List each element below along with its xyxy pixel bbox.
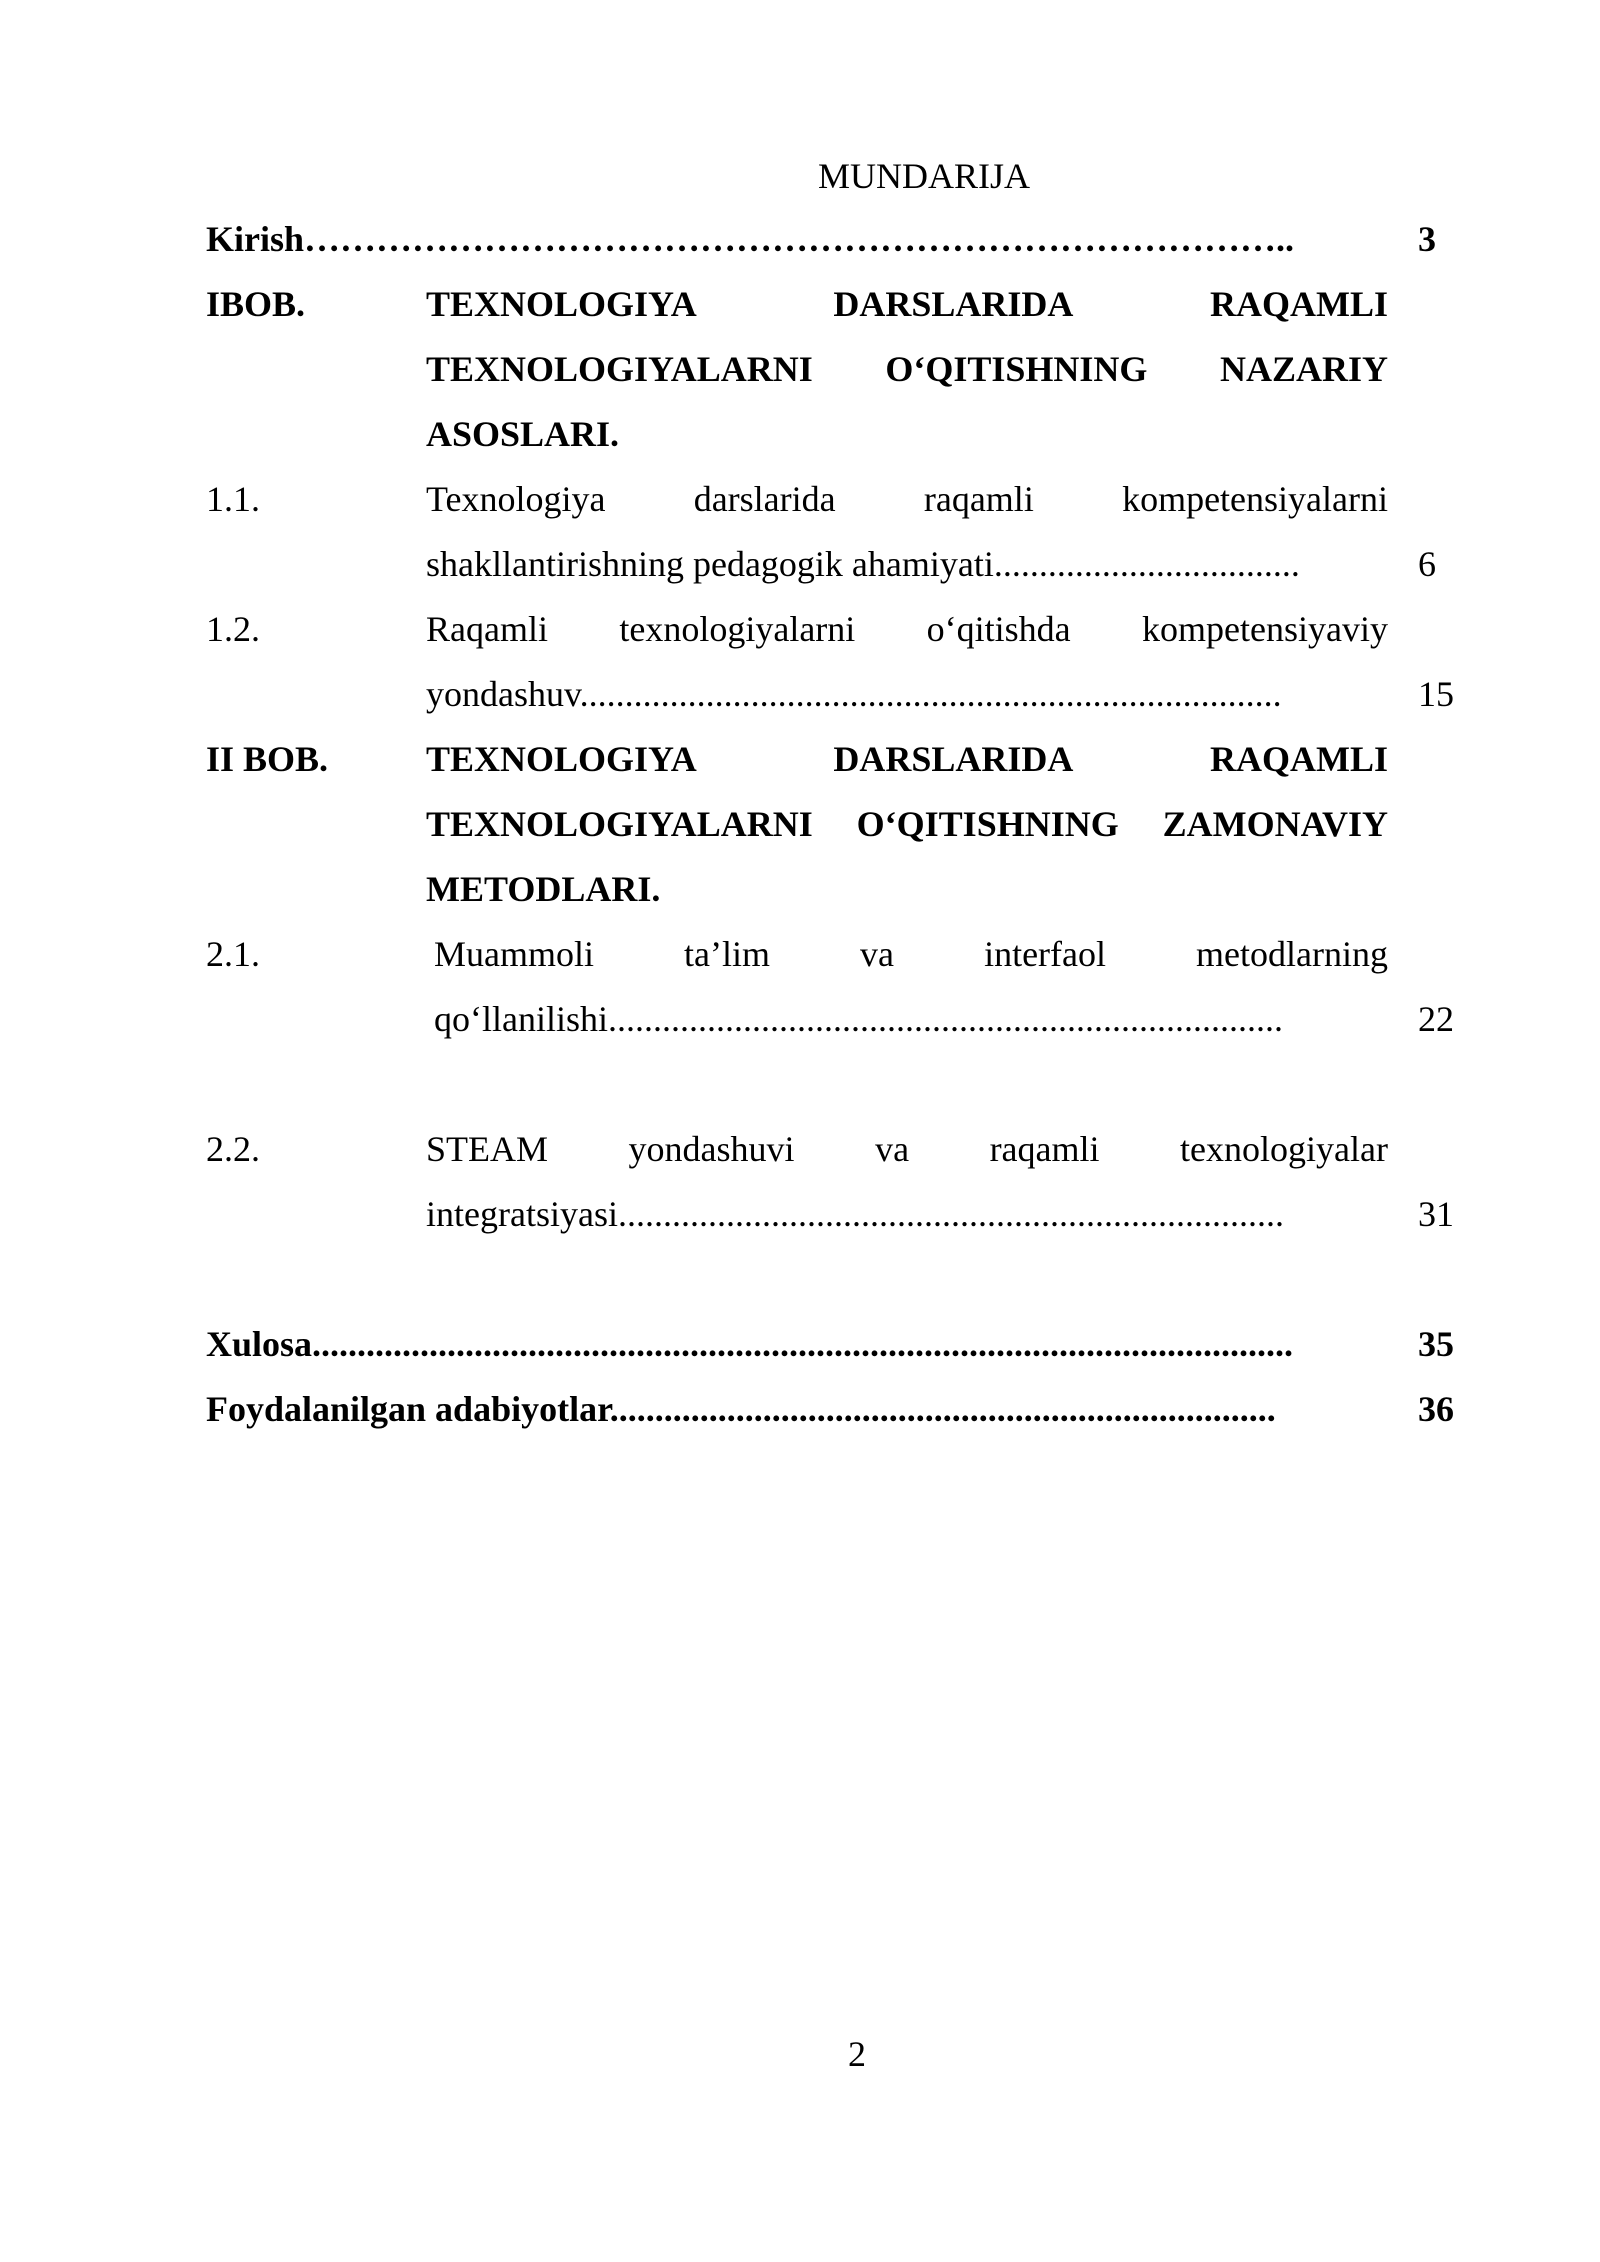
toc-entry-references: Foydalanilgan adabiyotlar.......................................................................... <box>206 1389 1276 1429</box>
toc-chapter-1-title-line-3: ASOSLARI. <box>426 414 620 454</box>
toc-section-2-1-page: 22 <box>1418 999 1454 1039</box>
toc-section-1-1-page: 6 <box>1418 544 1436 584</box>
page-number: 2 <box>848 2034 866 2074</box>
toc-section-2-1-number: 2.1. <box>206 934 260 974</box>
toc-chapter-2-number: II BOB. <box>206 739 329 779</box>
toc-section-2-2-number: 2.2. <box>206 1129 260 1169</box>
toc-section-2-2-title-line-1: STEAM yondashuvi va raqamli texnologiyalar <box>426 1129 1388 1169</box>
toc-chapter-1-number: IBOB. <box>206 284 306 324</box>
toc-chapter-1-title-line-1: TEXNOLOGIYA DARSLARIDA RAQAMLI <box>426 284 1388 324</box>
toc-section-1-2-title-line-1: Raqamli texnologiyalarni o‘qitishda kompetensiyaviy <box>426 609 1388 649</box>
toc-section-1-2-title-line-2: yondashuv.............................................................................. <box>426 674 1282 714</box>
toc-page-references: 36 <box>1418 1389 1454 1429</box>
toc-section-2-1-title-line-2: qo‘llanilishi........................................................................... <box>434 999 1283 1039</box>
toc-page-xulosa: 35 <box>1418 1324 1454 1364</box>
toc-chapter-2-title-line-3: METODLARI. <box>426 869 661 909</box>
toc-section-1-1-title-line-1: Texnologiya darslarida raqamli kompetensiyalarni <box>426 479 1388 519</box>
page-title: MUNDARIJA <box>817 156 1030 196</box>
toc-chapter-2-title-line-1: TEXNOLOGIYA DARSLARIDA RAQAMLI <box>426 739 1388 779</box>
toc-entry-kirish: Kirish……………………………………………………………………….. <box>206 219 1295 259</box>
toc-chapter-1-title-line-2: TEXNOLOGIYALARNI O‘QITISHNING NAZARIY <box>426 349 1388 389</box>
toc-section-1-2-number: 1.2. <box>206 609 260 649</box>
toc-section-1-1-title-line-2: shakllantirishning pedagogik ahamiyati.................................. <box>426 544 1300 584</box>
toc-entry-xulosa: Xulosa............................................................................................................. <box>206 1324 1294 1364</box>
toc-section-2-1-title-line-1: Muammoli ta’lim va interfaol metodlarning <box>434 934 1388 974</box>
toc-section-1-2-page: 15 <box>1418 674 1454 714</box>
toc-page-kirish: 3 <box>1418 219 1436 259</box>
toc-section-2-2-title-line-2: integratsiyasi.......................................................................... <box>426 1194 1284 1234</box>
toc-chapter-2-title-line-2: TEXNOLOGIYALARNI O‘QITISHNING ZAMONAVIY <box>426 804 1388 844</box>
toc-section-1-1-number: 1.1. <box>206 479 260 519</box>
toc-section-2-2-page: 31 <box>1418 1194 1454 1234</box>
